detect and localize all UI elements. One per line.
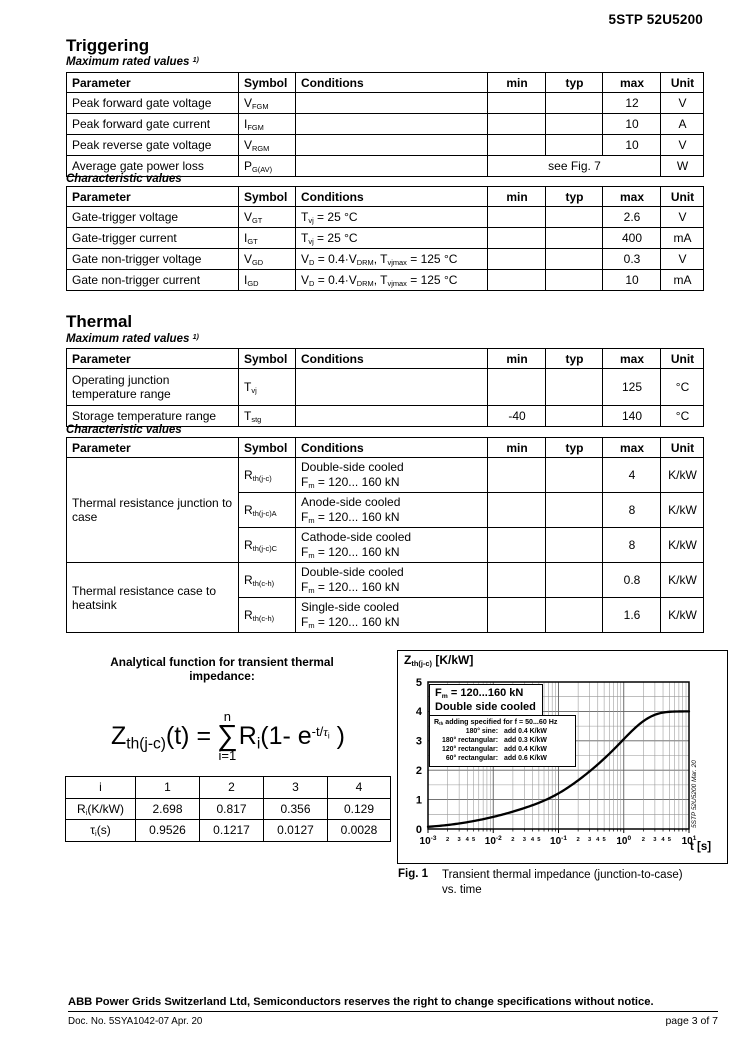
- svg-text:101: $10^1$: [681, 835, 697, 847]
- cell-min: [488, 93, 546, 114]
- cell-symbol: $I_{FGM}$: [239, 114, 296, 135]
- cell-typ: [546, 563, 603, 598]
- cell-conditions: [296, 114, 488, 135]
- cell-i-label: i: [66, 777, 136, 799]
- svg-text:4: 4: [596, 837, 600, 843]
- svg-text:2: 2: [641, 837, 646, 843]
- cell-parameter: Peak forward gate voltage: [67, 93, 239, 114]
- rc-parameters-table: [65, 776, 391, 842]
- thermal-max-table: [66, 348, 704, 427]
- cell-max: 0.3: [603, 249, 661, 270]
- cell-typ: [546, 135, 603, 156]
- chart-legend-clamping: $F_m = 120...160$ kN Double side cooled: [429, 684, 543, 718]
- col-symbol: Symbol: [239, 187, 296, 207]
- cell-max: 2.6: [603, 207, 661, 228]
- cell-parameter: Operating junction temperature range: [67, 369, 239, 406]
- formula-sum: n ∑ i=1: [217, 708, 238, 764]
- cell-typ: [546, 493, 603, 528]
- cell-unit: V: [661, 93, 704, 114]
- cell-tau-label: $\tau_i(s)$: [66, 820, 136, 842]
- svg-text:2: 2: [576, 837, 580, 843]
- chart-legend-rth-adding: $R_{th}$ adding specified for f = 50...60 Hz 180° sine: add 0.4 K/kW 180° rectangular: add 0.3 K/kW 120° rectangular: add 0.4 K/kW 60° rectangular: add 0.6 K/kW: [429, 715, 576, 767]
- formula-exponent: -t/τi: [311, 724, 330, 741]
- table-row: $R_i(K/kW)$ 2.698 0.817 0.356 0.129: [66, 798, 391, 820]
- cell-min: [488, 563, 546, 598]
- cell-see-fig: see Fig. 7: [488, 156, 661, 177]
- cell-parameter: Gate-trigger voltage: [67, 207, 239, 228]
- cell-symbol: $I_{GD}$: [239, 270, 296, 291]
- svg-text:10-3: $10^{-3}$: [419, 835, 437, 847]
- cell-max: 140: [603, 406, 661, 427]
- col-parameter: Parameter: [67, 187, 239, 207]
- cell-max: 4: [603, 458, 661, 493]
- cell-unit: K/kW: [661, 458, 704, 493]
- svg-text:2: 2: [511, 837, 515, 843]
- section-title-thermal: Thermal: [66, 312, 133, 331]
- cell-max: 10: [603, 135, 661, 156]
- col-typ: typ: [546, 73, 603, 93]
- thermal-characteristic-table: [66, 437, 704, 633]
- col-conditions: Conditions: [296, 349, 488, 369]
- cell-symbol: $R_{th(j-c)}$: [239, 458, 296, 493]
- cell-r-label: $R_i(K/kW)$: [66, 798, 136, 820]
- thermal-characteristic-label: Characteristic values: [66, 424, 182, 436]
- cell-typ: [546, 207, 603, 228]
- table-row: [67, 369, 704, 406]
- col-min: min: [488, 187, 546, 207]
- cell-symbol: $I_{GT}$: [239, 228, 296, 249]
- col-max: max: [603, 187, 661, 207]
- cell-unit: K/kW: [661, 598, 704, 633]
- cell-symbol: $V_{GD}$: [239, 249, 296, 270]
- cell-parameter: Storage temperature range: [67, 406, 239, 427]
- cell-conditions: [296, 135, 488, 156]
- svg-text:4: 4: [415, 706, 422, 719]
- product-code: 5STP 52U5200: [608, 12, 703, 27]
- table-row: [67, 270, 704, 291]
- svg-text:10-1: $10^{-1}$: [550, 835, 567, 847]
- cell-unit: V: [661, 249, 704, 270]
- cell-conditions: Double-side cooled $F_m = 120$... 160 kN: [296, 563, 488, 598]
- cell-min: [488, 270, 546, 291]
- cell-min: [488, 114, 546, 135]
- col-min: min: [488, 349, 546, 369]
- cell-parameter: Gate non-trigger voltage: [67, 249, 239, 270]
- cell-conditions: Double-side cooled $F_m = 120$... 160 kN: [296, 458, 488, 493]
- cell-conditions: Cathode-side cooled $F_m = 120$... 160 kN: [296, 528, 488, 563]
- cell-unit: A: [661, 114, 704, 135]
- svg-text:5: 5: [471, 837, 476, 843]
- svg-text:3: 3: [522, 837, 526, 843]
- svg-text:2: 2: [446, 837, 450, 843]
- table-row: [67, 563, 704, 598]
- col-unit: Unit: [661, 73, 704, 93]
- table-header-row: [67, 187, 704, 207]
- cell-parameter-group: Thermal resistance case to heatsink: [67, 563, 239, 633]
- formula-rhs: $R_i(1-$ $e^{-t/\tau_i}$ ): [238, 721, 345, 752]
- cell-min: [488, 249, 546, 270]
- cell-typ: [546, 249, 603, 270]
- col-unit: Unit: [661, 187, 704, 207]
- cell-parameter: Gate-trigger current: [67, 228, 239, 249]
- col-parameter: Parameter: [67, 438, 239, 458]
- cell-max: 400: [603, 228, 661, 249]
- col-max: max: [603, 349, 661, 369]
- cell-min: [488, 228, 546, 249]
- cell-unit: °C: [661, 406, 704, 427]
- footer-notice: ABB Power Grids Switzerland Ltd, Semiconductors reserves the right to change specifications without notice.: [68, 996, 654, 1008]
- cell-conditions: $T_{vj} = 25$ °C: [296, 228, 488, 249]
- cell-min: [488, 458, 546, 493]
- cell-typ: [546, 270, 603, 291]
- cell-unit: V: [661, 207, 704, 228]
- cell-symbol: $R_{th(c-h)}$: [239, 563, 296, 598]
- col-max: max: [603, 438, 661, 458]
- table-row: [67, 114, 704, 135]
- table-header-row: [67, 349, 704, 369]
- col-parameter: Parameter: [67, 349, 239, 369]
- cell-typ: [546, 114, 603, 135]
- cell-max: 10: [603, 270, 661, 291]
- fig1-caption: Fig. 1 Transient thermal impedance (junction-to-case) vs. time: [398, 868, 683, 896]
- col-unit: Unit: [661, 349, 704, 369]
- cell-parameter: Peak reverse gate voltage: [67, 135, 239, 156]
- cell-min: -40: [488, 406, 546, 427]
- cell-parameter: Average gate power loss: [67, 156, 239, 177]
- cell-typ: [546, 369, 603, 406]
- table-row: [67, 249, 704, 270]
- cell-symbol: $V_{RGM}$: [239, 135, 296, 156]
- col-min: min: [488, 438, 546, 458]
- col-unit: Unit: [661, 438, 704, 458]
- formula-lhs: $Z_{th(j-c)}(t)$ =: [111, 721, 212, 752]
- cell-conditions: $V_D = 0.4\cdot V_{DRM}$, $T_{vjmax} = 125$ °C: [296, 270, 488, 291]
- svg-text:4: 4: [661, 837, 665, 843]
- cell-conditions: Single-side cooled $F_m = 120$... 160 kN: [296, 598, 488, 633]
- y-axis-title: $Z_{th(j-c)}$ [K/kW]: [404, 653, 474, 669]
- col-typ: typ: [546, 187, 603, 207]
- cell-min: [488, 528, 546, 563]
- svg-text:5: 5: [667, 837, 671, 843]
- cell-conditions: [296, 156, 488, 177]
- cell-min: [488, 493, 546, 528]
- svg-text:100: $10^0$: [616, 835, 632, 847]
- cell-parameter: Peak forward gate current: [67, 114, 239, 135]
- table-header-row: [67, 438, 704, 458]
- triggering-max-table: [66, 72, 704, 177]
- cell-max: 12: [603, 93, 661, 114]
- cell-symbol: $R_{th(c-h)}$: [239, 598, 296, 633]
- cell-symbol: $T_{stg}$: [239, 406, 296, 427]
- cell-conditions: $T_{vj} = 25$ °C: [296, 207, 488, 228]
- cell-unit: W: [661, 156, 704, 177]
- cell-unit: mA: [661, 228, 704, 249]
- x-axis-label: t [s]: [690, 841, 712, 853]
- cell-max: 0.8: [603, 563, 661, 598]
- table-row: [67, 135, 704, 156]
- cell-unit: K/kW: [661, 528, 704, 563]
- col-typ: typ: [546, 349, 603, 369]
- doc-number: Doc. No. 5SYA1042-07 Apr. 20: [68, 1016, 203, 1027]
- cell-typ: [546, 228, 603, 249]
- cell-min: [488, 135, 546, 156]
- transient-impedance-formula: [66, 698, 390, 774]
- triggering-characteristic-label: Characteristic values: [66, 173, 182, 185]
- col-symbol: Symbol: [239, 73, 296, 93]
- svg-text:0: 0: [415, 823, 422, 836]
- col-symbol: Symbol: [239, 438, 296, 458]
- page-number: page 3 of 7: [665, 1015, 718, 1027]
- col-max: max: [603, 73, 661, 93]
- col-conditions: Conditions: [296, 438, 488, 458]
- table-row: [67, 458, 704, 493]
- cell-symbol: $V_{FGM}$: [239, 93, 296, 114]
- cell-unit: K/kW: [661, 493, 704, 528]
- col-parameter: Parameter: [67, 73, 239, 93]
- cell-conditions: [296, 406, 488, 427]
- svg-text:3: 3: [653, 837, 657, 843]
- cell-conditions: Anode-side cooled $F_m = 120$... 160 kN: [296, 493, 488, 528]
- table-header-row: [67, 73, 704, 93]
- cell-max: 10: [603, 114, 661, 135]
- cell-min: [488, 369, 546, 406]
- cell-conditions: [296, 369, 488, 406]
- cell-symbol: $T_{vj}$: [239, 369, 296, 406]
- svg-text:3: 3: [588, 837, 592, 843]
- cell-max: 1.6: [603, 598, 661, 633]
- svg-text:4: 4: [465, 837, 469, 843]
- cell-symbol: $V_{GT}$: [239, 207, 296, 228]
- footer-divider: [68, 1011, 718, 1012]
- svg-text:10-2: $10^{-2}$: [484, 835, 502, 847]
- cell-parameter: Gate non-trigger current: [67, 270, 239, 291]
- cell-min: [488, 598, 546, 633]
- cell-max: 8: [603, 493, 661, 528]
- col-symbol: Symbol: [239, 349, 296, 369]
- col-conditions: Conditions: [296, 73, 488, 93]
- cell-conditions: $V_D = 0.4\cdot V_{DRM}$, $T_{vjmax} = 125$ °C: [296, 249, 488, 270]
- analytical-title: Analytical function for transient thermal impedance:: [110, 655, 334, 683]
- cell-conditions: [296, 93, 488, 114]
- svg-text:3: 3: [415, 735, 422, 748]
- chart-side-label: 5STP 52U5200 Mar. 20: [691, 760, 698, 828]
- cell-parameter-group: Thermal resistance junction to case: [67, 458, 239, 563]
- cell-symbol: $R_{th(j-c)A}$: [239, 493, 296, 528]
- svg-text:5: 5: [602, 837, 606, 843]
- cell-typ: [546, 93, 603, 114]
- cell-max: 8: [603, 528, 661, 563]
- svg-text:2: 2: [415, 765, 422, 777]
- section-title-triggering: Triggering: [66, 36, 150, 55]
- table-row: [67, 93, 704, 114]
- svg-text:3: 3: [457, 837, 461, 843]
- table-row: [67, 207, 704, 228]
- cell-symbol: $R_{th(j-c)C}$: [239, 528, 296, 563]
- table-header-row: i 1 2 3 4: [66, 777, 391, 799]
- thermal-max-rated-label: Maximum rated values $^{1)}$: [66, 332, 199, 345]
- fig1-chart: [397, 650, 728, 864]
- table-row: [67, 228, 704, 249]
- col-min: min: [488, 73, 546, 93]
- triggering-max-rated-label: Maximum rated values $^{1)}$: [66, 55, 199, 68]
- sigma-symbol: ∑: [217, 719, 238, 752]
- cell-typ: [546, 598, 603, 633]
- cell-typ: [546, 528, 603, 563]
- cell-unit: K/kW: [661, 563, 704, 598]
- col-typ: typ: [546, 438, 603, 458]
- svg-text:4: 4: [530, 837, 535, 843]
- triggering-characteristic-table: [66, 186, 704, 291]
- cell-min: [488, 207, 546, 228]
- cell-unit: °C: [661, 369, 704, 406]
- svg-text:5: 5: [415, 676, 422, 689]
- svg-text:1: 1: [415, 794, 422, 807]
- cell-unit: mA: [661, 270, 704, 291]
- cell-typ: [546, 406, 603, 427]
- cell-unit: V: [661, 135, 704, 156]
- table-row: $\tau_i(s)$ 0.9526 0.1217 0.0127 0.0028: [66, 820, 391, 842]
- col-conditions: Conditions: [296, 187, 488, 207]
- cell-max: 125: [603, 369, 661, 406]
- cell-symbol: $P_{G(AV)}$: [239, 156, 296, 177]
- cell-typ: [546, 458, 603, 493]
- svg-text:5: 5: [537, 837, 541, 843]
